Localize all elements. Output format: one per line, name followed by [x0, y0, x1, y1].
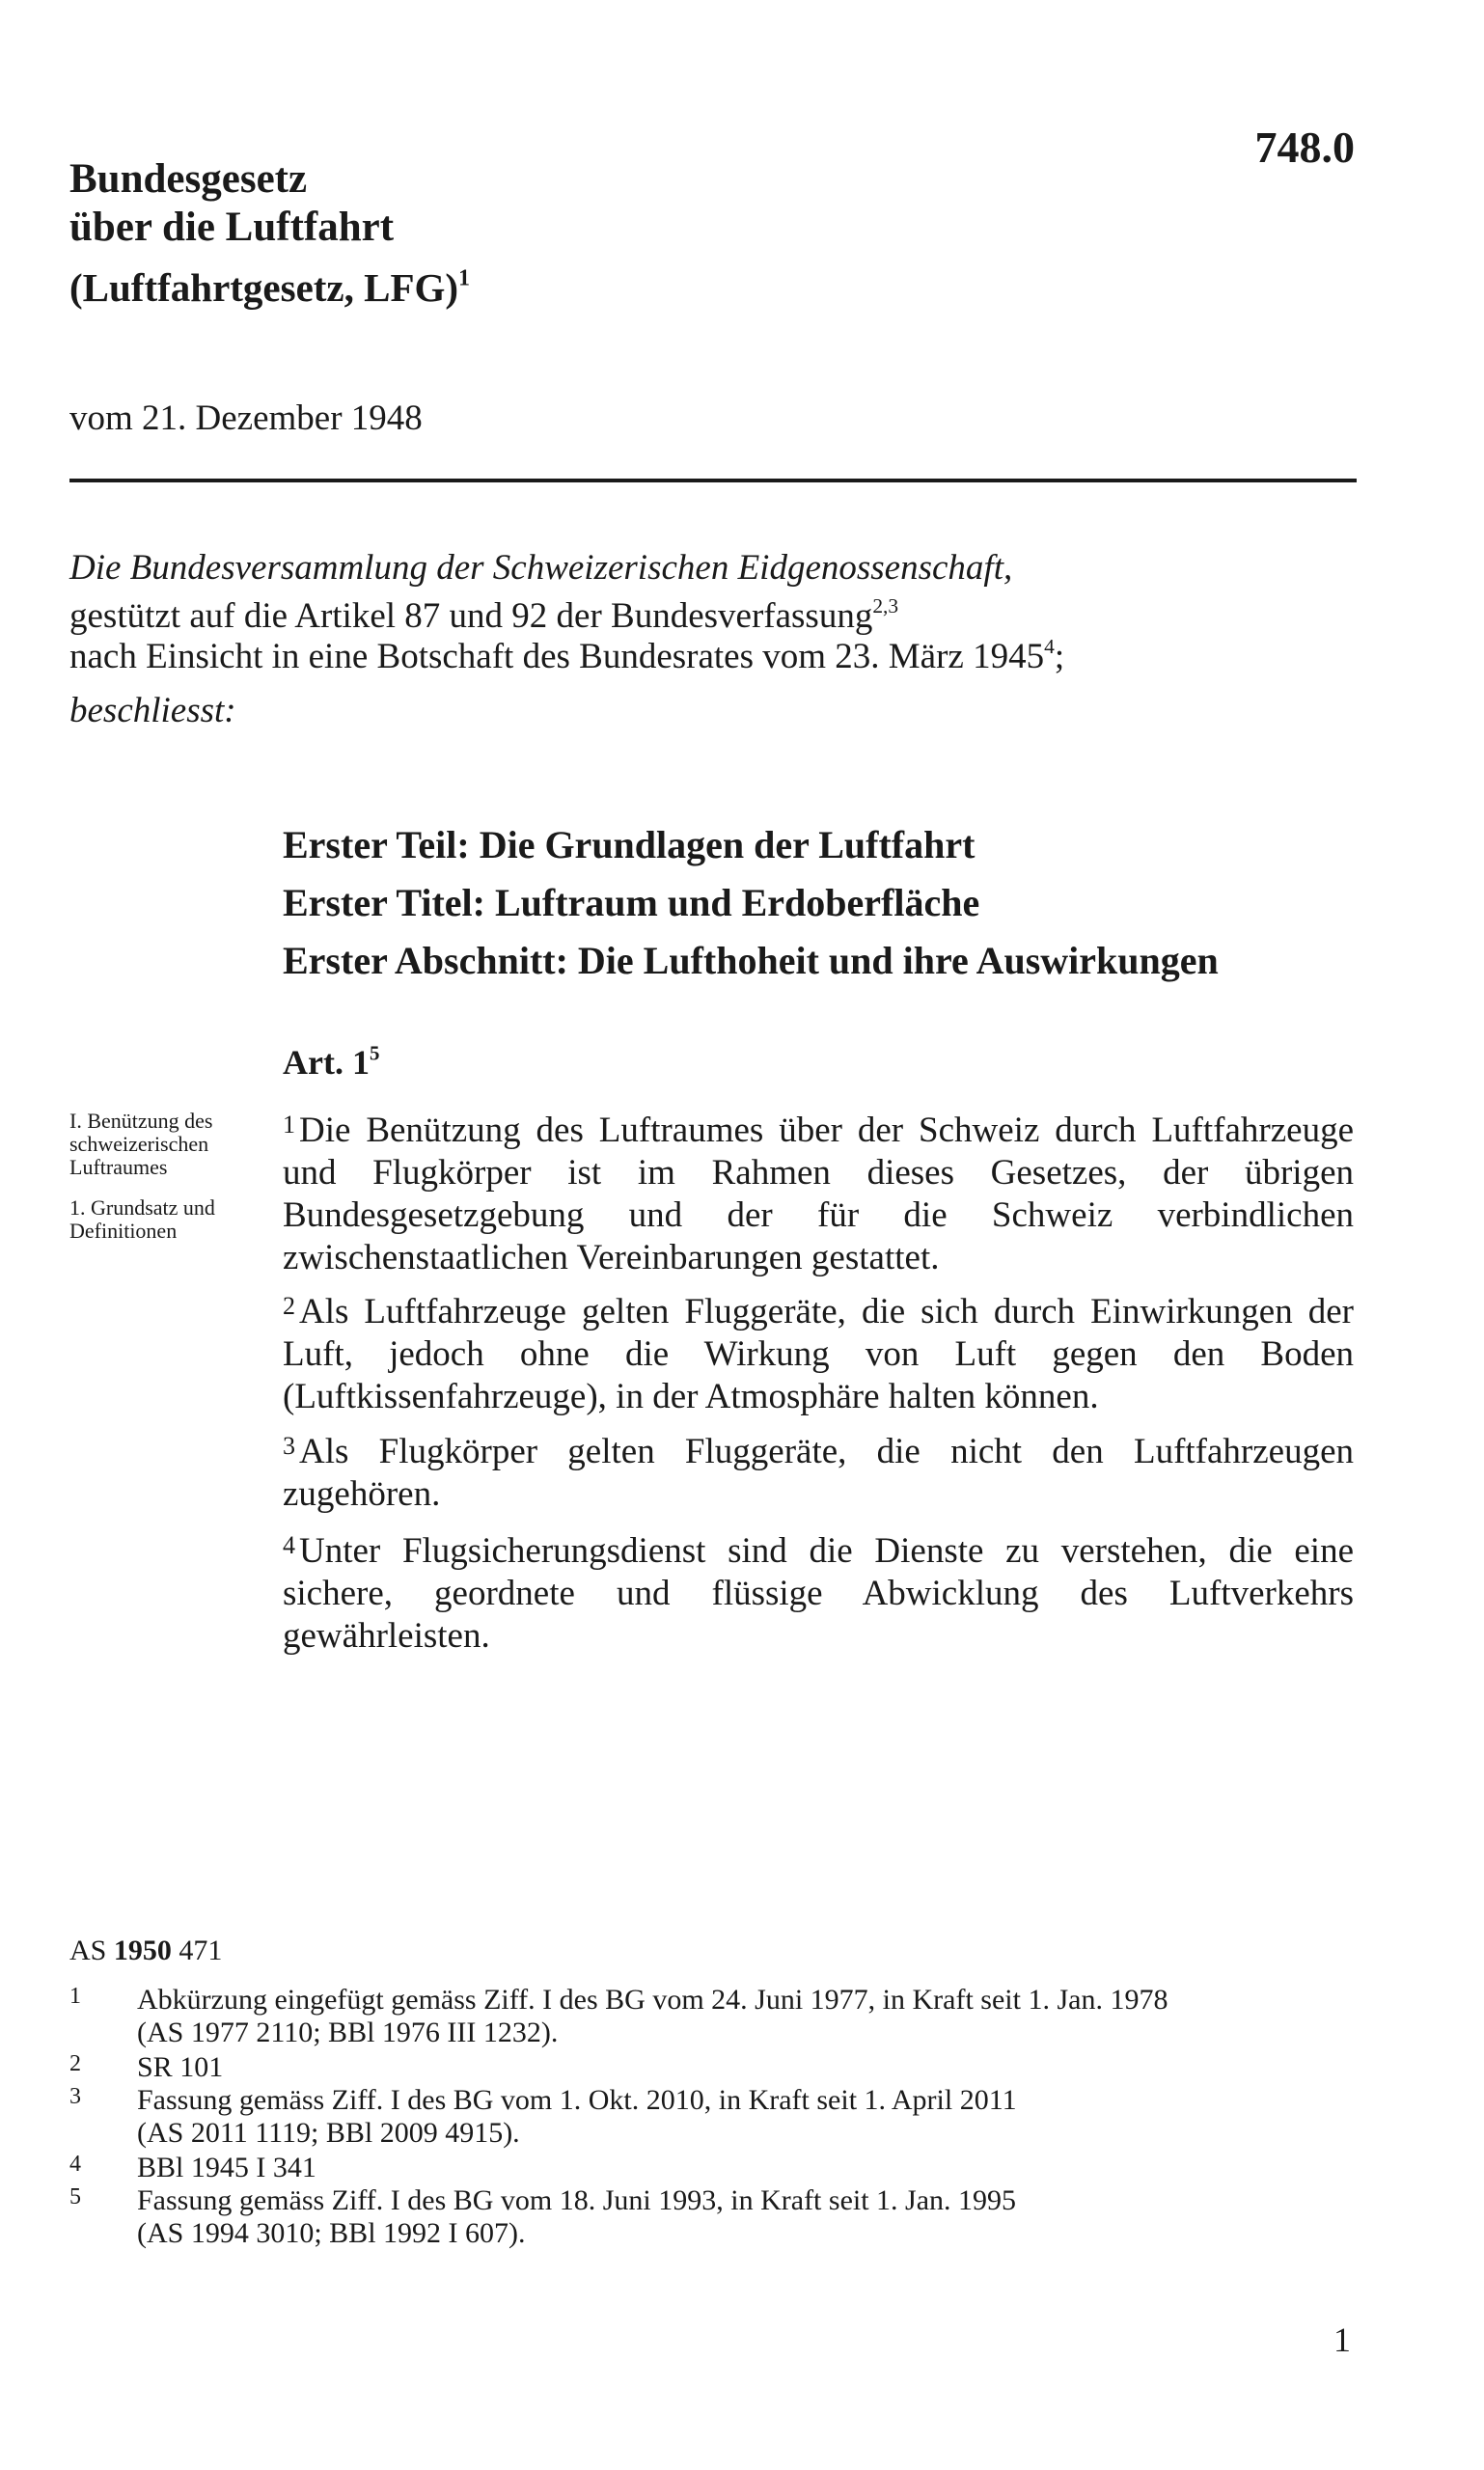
footnote-ref[interactable]: 1 — [458, 265, 470, 291]
paragraph-text: Die Benützung des Luftraumes über der Schweiz durch Luftfahrzeuge und Flugkörper ist im Rahmen dieses Gesetzes, der übrigen Bundesgesetzgebung und der für die Schweiz verbindlichen zwischenstaatlichen Vereinbarungen gestattet. — [283, 1111, 1354, 1278]
preamble-message-text: nach Einsicht in eine Botschaft des Bundesrates vom 23. März 1945 — [69, 637, 1045, 676]
footnote-ref[interactable]: 2,3 — [872, 593, 899, 618]
footnote-number: 2 — [69, 2051, 81, 2076]
paragraph-number: 3 — [283, 1432, 295, 1460]
section-heading: Erster Abschnitt: Die Lufthoheit und ihre Auswirkungen — [283, 939, 1219, 982]
footnote-number: 1 — [69, 1984, 81, 2009]
paragraph-text: Als Luftfahrzeuge gelten Fluggeräte, die sich durch Einwirkungen der Luft, jedoch ohne die Wirkung von Luft gegen den Boden (Luftkissenfahrzeuge), in der Atmosphäre halten können. — [283, 1292, 1354, 1417]
part-heading: Erster Teil: Die Grundlagen der Luftfahrt — [283, 823, 976, 866]
footnote-ref[interactable]: 5 — [369, 1041, 380, 1065]
article-paragraph-4 — [283, 1524, 1354, 1658]
footnote-text-line-1: BBl 1945 I 341 — [137, 2152, 316, 2183]
footnote-5 — [69, 2184, 1343, 2250]
paragraph-text: Als Flugkörper gelten Fluggeräte, die nicht den Luftfahrzeugen zugehören. — [283, 1432, 1354, 1515]
header-divider — [69, 479, 1357, 482]
source-prefix: AS — [69, 1935, 114, 1966]
law-short-title: (Luftfahrtgesetz, LFG) — [69, 265, 459, 310]
article-paragraph-2 — [283, 1285, 1354, 1418]
title-heading: Erster Titel: Luftraum und Erdoberfläche — [283, 881, 980, 924]
margin-note-1: I. Benützung des schweizerischen Luftraumes — [69, 1109, 213, 1179]
article-paragraph-1 — [283, 1104, 1354, 1279]
footnote-2 — [69, 2051, 1343, 2084]
page-number: 1 — [1333, 2320, 1351, 2359]
paragraph-text: Unter Flugsicherungsdienst sind die Dienste zu verstehen, die eine sichere, geordnete und flüssige Abwicklung des Luftverkehrs gewährleisten. — [283, 1531, 1354, 1657]
footnote-number: 5 — [69, 2184, 81, 2209]
footnote-number: 3 — [69, 2084, 81, 2109]
law-title-line-1: Bundesgesetz — [69, 156, 308, 202]
law-title-line-2: über die Luftfahrt — [69, 205, 395, 250]
paragraph-number: 4 — [283, 1531, 295, 1559]
preamble-resolution: beschliesst: — [69, 691, 236, 730]
footnote-text-line-1: SR 101 — [137, 2051, 224, 2083]
official-collection-source — [69, 1935, 222, 1967]
footnote-number: 4 — [69, 2152, 81, 2177]
preamble-message — [69, 634, 1065, 677]
preamble-basis-text: gestützt auf die Artikel 87 und 92 der Bundesverfassung — [69, 596, 873, 636]
footnote-text-line-2: (AS 1977 2110; BBl 1976 III 1232). — [137, 2017, 559, 2048]
footnote-text-line-1: Abkürzung eingefügt gemäss Ziff. I des BG vom 24. Juni 1977, in Kraft seit 1. Jan. 1978 — [137, 1984, 1168, 2016]
footnote-text-line-2: (AS 2011 1119; BBl 2009 4915). — [137, 2117, 520, 2149]
footnote-text-line-1: Fassung gemäss Ziff. I des BG vom 18. Juni 1993, in Kraft seit 1. Jan. 1995 — [137, 2184, 1017, 2216]
article-paragraph-3 — [283, 1425, 1354, 1516]
footnote-ref[interactable]: 4 — [1044, 634, 1055, 658]
footnote-3 — [69, 2084, 1343, 2150]
sr-number: 748.0 — [1254, 123, 1355, 172]
article-heading — [283, 1042, 379, 1083]
preamble-message-end: ; — [1054, 637, 1065, 676]
footnote-text-line-1: Fassung gemäss Ziff. I des BG vom 1. Okt. 2010, in Kraft seit 1. April 2011 — [137, 2084, 1017, 2116]
article-label: Art. 1 — [283, 1043, 370, 1082]
preamble-issuer: Die Bundesversammlung der Schweizerischen Eidgenossenschaft, — [69, 548, 1013, 588]
source-year: 1950 — [113, 1935, 172, 1966]
enactment-date: vom 21. Dezember 1948 — [69, 398, 423, 438]
margin-note-2: 1. Grundsatz und Definitionen — [69, 1195, 215, 1243]
paragraph-number: 2 — [283, 1292, 295, 1320]
footnote-text-line-2: (AS 1994 3010; BBl 1992 I 607). — [137, 2217, 526, 2249]
paragraph-number: 1 — [283, 1111, 295, 1139]
law-title-line-3 — [69, 262, 470, 313]
footnote-1 — [69, 1984, 1343, 2049]
source-page: 471 — [171, 1935, 223, 1966]
preamble-basis — [69, 593, 899, 637]
footnote-4 — [69, 2152, 1343, 2184]
